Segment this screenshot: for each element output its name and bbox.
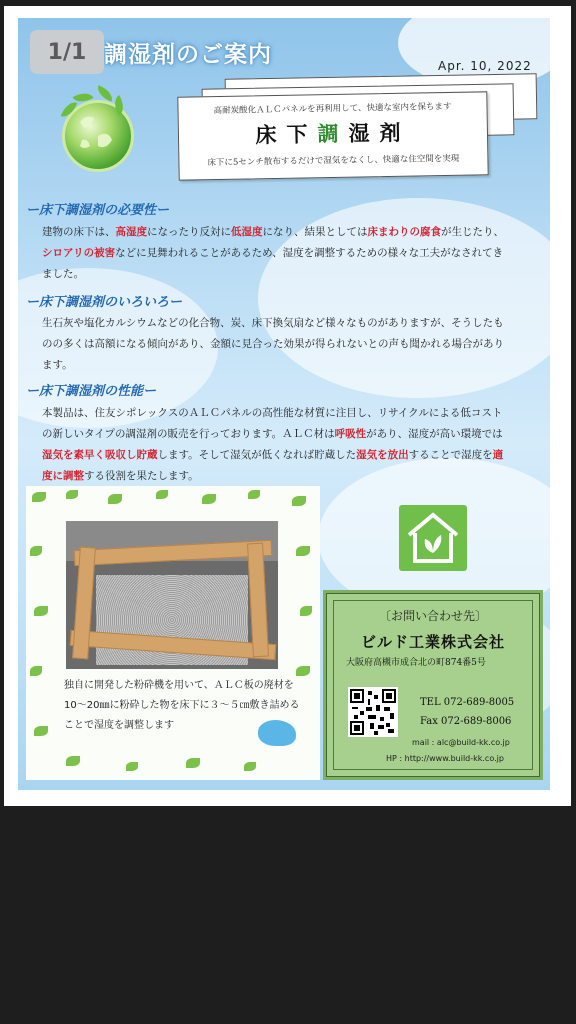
bird-icon	[258, 720, 296, 746]
body-text: があり、湿度が高い環境では	[366, 428, 503, 440]
body-text: などに見舞われることがあるため、湿度を調整するための様々な工夫がなされてきました。	[42, 247, 504, 280]
product-title-card	[177, 91, 488, 180]
photo-caption: 独自に開発した粉砕機を用いて、ＡＬＣ板の廃材を10～20㎜に粉砕した物を床下に３～５㎝敷き詰めることで湿度を調整します	[64, 680, 300, 731]
highlighted-text: 床まわりの腐食	[367, 226, 441, 238]
contact-mail-link[interactable]: mail : alc@build-kk.co.jp	[412, 738, 510, 747]
contact-fax: Fax 072-689-8006	[420, 716, 512, 727]
section-heading-variety: ー床下調湿剤のいろいろー	[26, 295, 183, 310]
highlighted-text: 高湿度	[115, 226, 147, 238]
contact-box	[326, 593, 540, 777]
body-text: になったり反対に	[147, 226, 231, 238]
section-heading-necessity: ー床下調湿剤の必要性ー	[26, 203, 170, 218]
product-tagline: 高耐炭酸化ＡＬＣパネルを再利用して、快適な室内を保ちます	[213, 101, 452, 117]
section-heading-performance: ー床下調湿剤の性能ー	[26, 384, 157, 399]
contact-tel: TEL 072-689-8005	[420, 697, 515, 708]
body-text: します。そして湿気が低くなれば貯蔵した	[157, 449, 357, 461]
body-text: することで湿度を	[408, 449, 493, 461]
body-text: する役割を果たします。	[84, 470, 199, 482]
qr-code-icon[interactable]	[348, 687, 398, 737]
highlighted-text: 湿気を放出	[356, 449, 409, 461]
highlighted-text: 呼吸性	[334, 428, 367, 440]
issue-date: Apr. 10, 2022	[438, 59, 532, 73]
body-text: 建物の床下は、	[42, 226, 116, 238]
highlighted-text: 湿気を素早く吸収し貯蔵	[42, 449, 158, 461]
body-text: になり、結果としては	[262, 226, 368, 238]
page-header-title: 調湿剤のご案内	[104, 42, 272, 68]
product-subtagline: 床下に5センチ散布するだけで湿気をなくし、快適な住空間を実現	[207, 153, 460, 169]
company-name: ビルド工業株式会社	[360, 633, 505, 651]
underfloor-photo	[66, 521, 278, 669]
contact-website-link[interactable]: HP : http://www.build-kk.co.jp	[386, 754, 504, 763]
contact-heading: 〔お問い合わせ先〕	[378, 609, 487, 623]
body-text: 生石灰や塩化カルシウムなどの化合物、炭、床下換気扇など様々なものがありますが、そうしたものの多くは高額になる傾向があり、金額に見合った効果が得られないとの声も聞かれる場合があります。	[42, 317, 504, 371]
highlighted-text: シロアリの被害	[42, 247, 116, 259]
page-indicator: 1/1	[30, 30, 104, 74]
section-body-performance	[42, 403, 506, 487]
company-address: 大阪府高槻市成合北の町874番5号	[346, 658, 486, 668]
body-text: 本製品は、住友シポレックスのＡＬＣパネルの高性能な材質に注目し、リサイクルによる低コストの新しいタイプの調湿剤の販売を行っております。ＡＬＣ材は	[42, 407, 503, 440]
section-body-necessity	[42, 222, 506, 285]
highlighted-text: 低湿度	[231, 226, 263, 238]
body-text: が生じたり、	[441, 226, 504, 238]
product-title: 床下調湿剤	[255, 120, 411, 148]
highlighted-text: 適度に調整	[42, 449, 504, 482]
section-body-variety	[42, 313, 506, 376]
house-leaf-icon	[399, 505, 467, 571]
